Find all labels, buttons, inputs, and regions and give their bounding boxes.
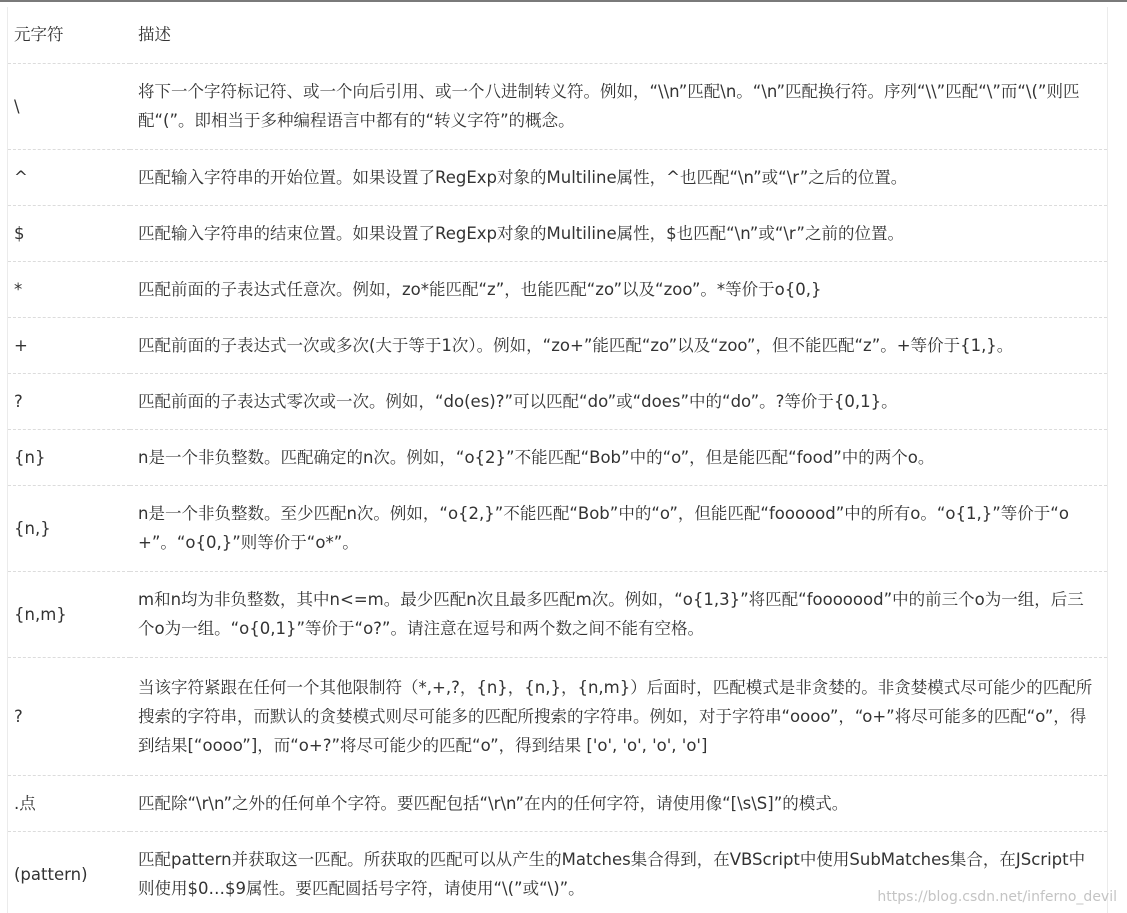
- metachar-cell: {n}: [8, 429, 130, 485]
- table-row: [8, 571, 1107, 657]
- description-cell: n是一个非负整数。匹配确定的n次。例如，“o{2}”不能匹配“Bob”中的“o”，但是能匹配“food”中的两个o。: [130, 429, 1107, 485]
- table-row: [8, 485, 1107, 571]
- regex-metachar-table: [8, 7, 1107, 913]
- metachar-cell: $: [8, 205, 130, 261]
- description-cell: n是一个非负整数。至少匹配n次。例如，“o{2,}”不能匹配“Bob”中的“o”，但能匹配“foooood”中的所有o。“o{1,}”等价于“o+”。“o{0,}”则等价于“o*”。: [130, 485, 1107, 571]
- regex-metachar-table-container: [7, 7, 1108, 913]
- description-cell: 匹配输入字符串的开始位置。如果设置了RegExp对象的Multiline属性，^也匹配“\n”或“\r”之后的位置。: [130, 149, 1107, 205]
- metachar-cell: {n,}: [8, 485, 130, 571]
- description-cell: m和n均为非负整数，其中n<=m。最少匹配n次且最多匹配m次。例如，“o{1,3}”将匹配“fooooood”中的前三个o为一组，后三个o为一组。“o{0,1}”等价于“o?”。请注意在逗号和两个数之间不能有空格。: [130, 571, 1107, 657]
- metachar-cell: ?: [8, 657, 130, 775]
- description-cell: 匹配pattern并获取这一匹配。所获取的匹配可以从产生的Matches集合得到，在VBScript中使用SubMatches集合，在JScript中则使用$0…$9属性。要匹配圆括号字符，请使用“\(”或“\)”。: [130, 831, 1107, 913]
- description-cell: 将下一个字符标记符、或一个向后引用、或一个八进制转义符。例如，“\\n”匹配\n。“\n”匹配换行符。序列“\\”匹配“\”而“\(”则匹配“(”。即相当于多种编程语言中都有的“转义字符”的概念。: [130, 63, 1107, 149]
- table-row: [8, 261, 1107, 317]
- table-row: [8, 205, 1107, 261]
- table-row: [8, 657, 1107, 775]
- metachar-cell: *: [8, 261, 130, 317]
- description-cell: 匹配输入字符串的结束位置。如果设置了RegExp对象的Multiline属性，$也匹配“\n”或“\r”之前的位置。: [130, 205, 1107, 261]
- metachar-cell: (pattern): [8, 831, 130, 913]
- metachar-cell: \: [8, 63, 130, 149]
- metachar-cell: {n,m}: [8, 571, 130, 657]
- description-cell: 匹配前面的子表达式任意次。例如，zo*能匹配“z”，也能匹配“zo”以及“zoo”。*等价于o{0,}: [130, 261, 1107, 317]
- metachar-cell: ?: [8, 373, 130, 429]
- header-description: 描述: [130, 7, 1107, 63]
- description-cell: 匹配前面的子表达式零次或一次。例如，“do(es)?”可以匹配“do”或“does”中的“do”。?等价于{0,1}。: [130, 373, 1107, 429]
- metachar-cell: +: [8, 317, 130, 373]
- table-row: [8, 775, 1107, 831]
- metachar-cell: ^: [8, 149, 130, 205]
- watermark: https://blog.csdn.net/inferno_devil: [877, 889, 1117, 905]
- top-divider: [0, 0, 1127, 2]
- table-row: [8, 63, 1107, 149]
- description-cell: 当该字符紧跟在任何一个其他限制符（*,+,?，{n}，{n,}，{n,m}）后面时，匹配模式是非贪婪的。非贪婪模式尽可能少的匹配所搜索的字符串，而默认的贪婪模式则尽可能多的匹配所搜索的字符串。例如，对于字符串“oooo”，“o+”将尽可能多的匹配“o”，得到结果[“oooo”]，而“o+?”将尽可能少的匹配“o”，得到结果 ['o', 'o', 'o', 'o']: [130, 657, 1107, 775]
- table-row: [8, 373, 1107, 429]
- description-cell: 匹配除“\r\n”之外的任何单个字符。要匹配包括“\r\n”在内的任何字符，请使用像“[\s\S]”的模式。: [130, 775, 1107, 831]
- table-row: [8, 429, 1107, 485]
- metachar-cell: .点: [8, 775, 130, 831]
- header-metachar: 元字符: [8, 7, 130, 63]
- table-header-row: [8, 7, 1107, 63]
- table-row: [8, 317, 1107, 373]
- table-row: [8, 149, 1107, 205]
- description-cell: 匹配前面的子表达式一次或多次(大于等于1次）。例如，“zo+”能匹配“zo”以及“zoo”，但不能匹配“z”。+等价于{1,}。: [130, 317, 1107, 373]
